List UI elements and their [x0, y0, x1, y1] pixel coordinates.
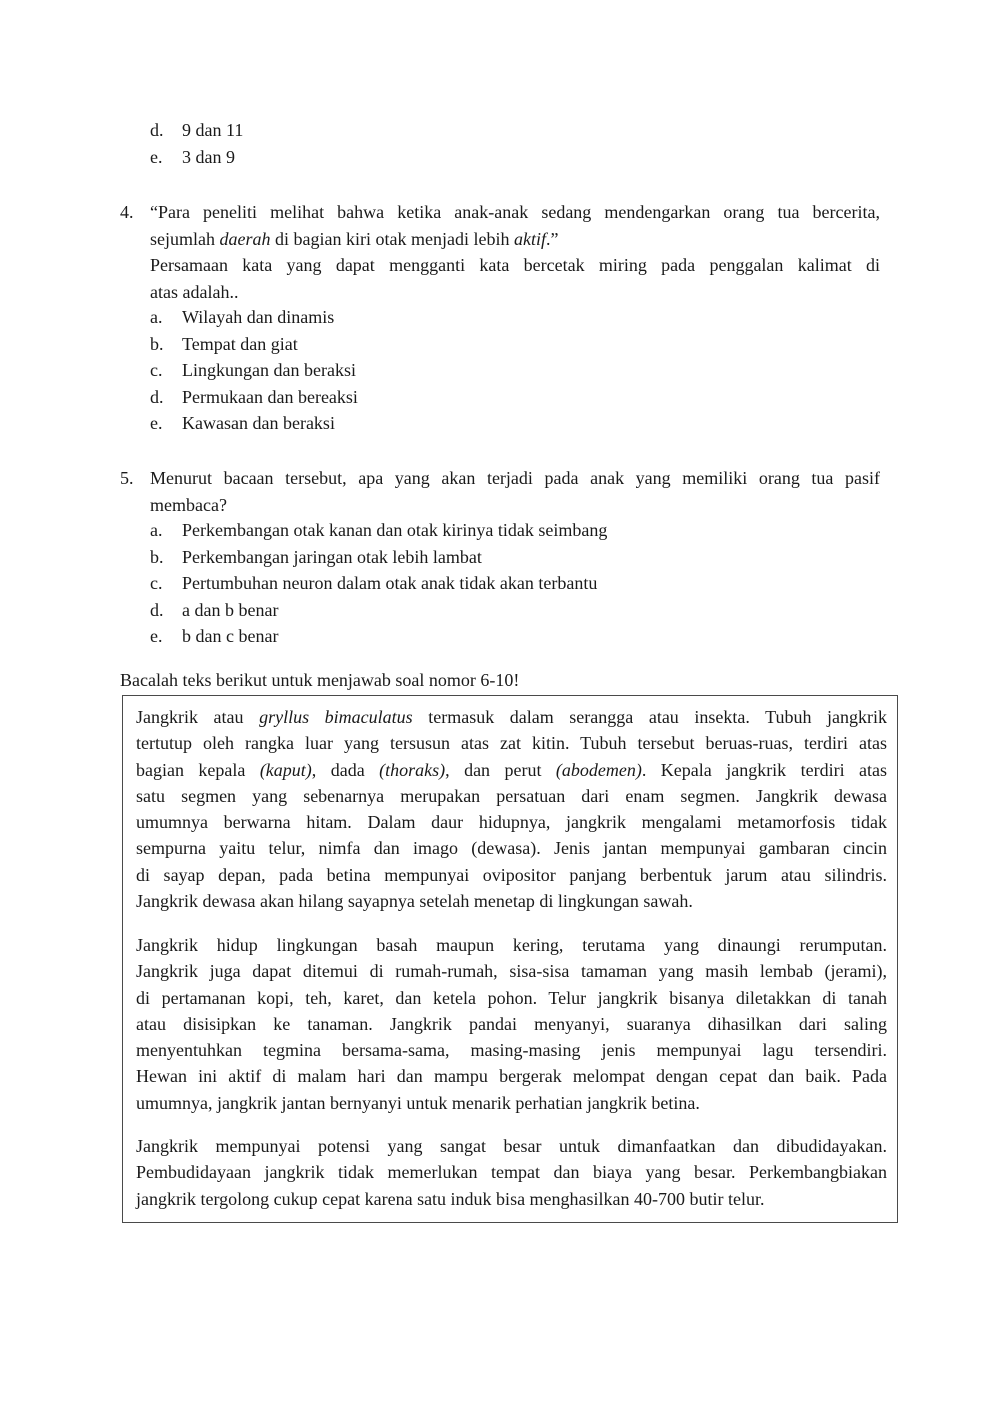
option-letter: e. [150, 413, 163, 433]
option-text: Pertumbuhan neuron dalam otak anak tidak akan terbantu [182, 573, 598, 593]
stem-line: sejumlah daerah di bagian kiri otak menjadi lebih aktif.” [150, 228, 559, 249]
option-text: Lingkungan dan beraksi [182, 360, 356, 380]
question-stem [150, 199, 880, 305]
passage-line: umumnya berwarna hitam. Dalam daur hidupnya, jangkrik mengalami metamorfosis tidak [136, 812, 887, 833]
reading-passage-box [122, 695, 898, 1223]
italic-term: (thoraks) [379, 759, 446, 780]
option-text: Perkembangan otak kanan dan otak kirinya tidak seimbang [182, 520, 608, 540]
question-number: 4. [120, 202, 134, 222]
italic-word: aktif [513, 228, 546, 249]
option-text: Tempat dan giat [182, 334, 298, 354]
passage-line: di pertamanan kopi, teh, karet, dan ketela pohon. Telur jangkrik bisanya diletakkan di tanah [136, 987, 887, 1008]
passage-line: Jangkrik mempunyai potensi yang sangat besar untuk dimanfaatkan dan dibudidayakan. [136, 1136, 887, 1156]
passage-line: Jangkrik hidup lingkungan basah maupun kering, terutama yang dinaungi rerumputan. [136, 935, 887, 955]
passage-line: bagian kepala (kaput), dada (thoraks), dan perut (abodemen). Kepala jangkrik terdiri atas [136, 759, 888, 780]
passage-line: Jangkrik atau gryllus bimaculatus termasuk dalam serangga atau insekta. Tubuh jangkrik [136, 707, 887, 727]
passage-line: Jangkrik dewasa akan hilang sayapnya setelah menetap di lingkungan sawah. [136, 891, 693, 912]
option-letter: d. [150, 120, 164, 140]
passage-line: di sayap depan, pada betina mempunyai ovipositor panjang berbentuk jarum atau silindris. [136, 864, 887, 885]
passage-paragraph-2 [136, 932, 887, 1116]
italic-term: (kaput) [259, 759, 312, 780]
option-text: b dan c benar [182, 626, 279, 646]
passage-line: Pembudidayaan jangkrik tidak memerlukan tempat dan biaya yang besar. Perkembangbiakan [136, 1162, 887, 1183]
passage-line: umumnya, jangkrik jantan bernyanyi untuk menarik perhatian jangkrik betina. [136, 1092, 700, 1113]
italic-term: (abodemen) [555, 759, 642, 780]
passage-line: Jangkrik juga dapat ditemui di rumah-rumah, sisa-sisa tamaman yang masih lembab (jerami), [136, 961, 887, 982]
option-text: 9 dan 11 [182, 120, 244, 140]
italic-term: gryllus bimaculatus [259, 707, 413, 727]
stem-line: Persamaan kata yang dapat mengganti kata bercetak miring pada penggalan kalimat di [150, 255, 880, 275]
passage-line: menyentuhkan tegmina bersama-sama, masing-masing jenis mempunyai lagu tersendiri. [136, 1040, 887, 1061]
stem-line: Menurut bacaan tersebut, apa yang akan terjadi pada anak yang memiliki orang tua pasif [150, 468, 880, 488]
option-letter: e. [150, 147, 163, 167]
passage-line: Hewan ini aktif di malam hari dan mampu bergerak melompat dengan cepat dan baik. Pada [136, 1066, 887, 1087]
passage-line: tertutup oleh rangka luar yang tersusun atas zat kitin. Tubuh tersebut beruas-ruas, terdiri atas [136, 733, 887, 754]
option-letter: c. [150, 360, 163, 380]
passage-line: sempurna yaitu telur, nimfa dan imago (dewasa). Jenis jantan mempunyai gambaran cincin [136, 838, 887, 859]
reading-instruction: Bacalah teks berikut untuk menjawab soal nomor 6-10! [120, 670, 520, 690]
passage-line: jangkrik tergolong cukup cepat karena satu induk bisa menghasilkan 40-700 butir telur. [136, 1188, 765, 1209]
option-text: Permukaan dan bereaksi [182, 387, 358, 407]
passage-line: satu segmen yang sebenarnya merupakan persatuan dari enam segmen. Jangkrik dewasa [136, 785, 887, 806]
passage-paragraph-3 [136, 1133, 887, 1212]
option-text: 3 dan 9 [182, 147, 235, 167]
option-letter: c. [150, 573, 163, 593]
option-letter: b. [150, 334, 164, 354]
italic-word: daerah [219, 228, 271, 249]
option-text: Perkembangan jaringan otak lebih lambat [182, 547, 482, 567]
stem-line: “Para peneliti melihat bahwa ketika anak-anak sedang mendengarkan orang tua bercerita, [150, 202, 880, 222]
option-letter: e. [150, 626, 163, 646]
option-letter: d. [150, 387, 164, 407]
option-letter: b. [150, 547, 164, 567]
stem-line: membaca? [150, 494, 227, 515]
stem-line: atas adalah.. [150, 281, 239, 302]
question-stem [150, 465, 880, 518]
passage-line: atau disisipkan ke tanaman. Jangkrik pandai menyanyi, suaranya dihasilkan dari saling [136, 1013, 887, 1034]
option-text: a dan b benar [182, 600, 279, 620]
option-text: Kawasan dan beraksi [182, 413, 335, 433]
option-text: Wilayah dan dinamis [182, 307, 335, 327]
question-number: 5. [120, 468, 134, 488]
option-letter: a. [150, 307, 163, 327]
option-letter: a. [150, 520, 163, 540]
option-letter: d. [150, 600, 164, 620]
passage-paragraph-1 [136, 704, 887, 914]
